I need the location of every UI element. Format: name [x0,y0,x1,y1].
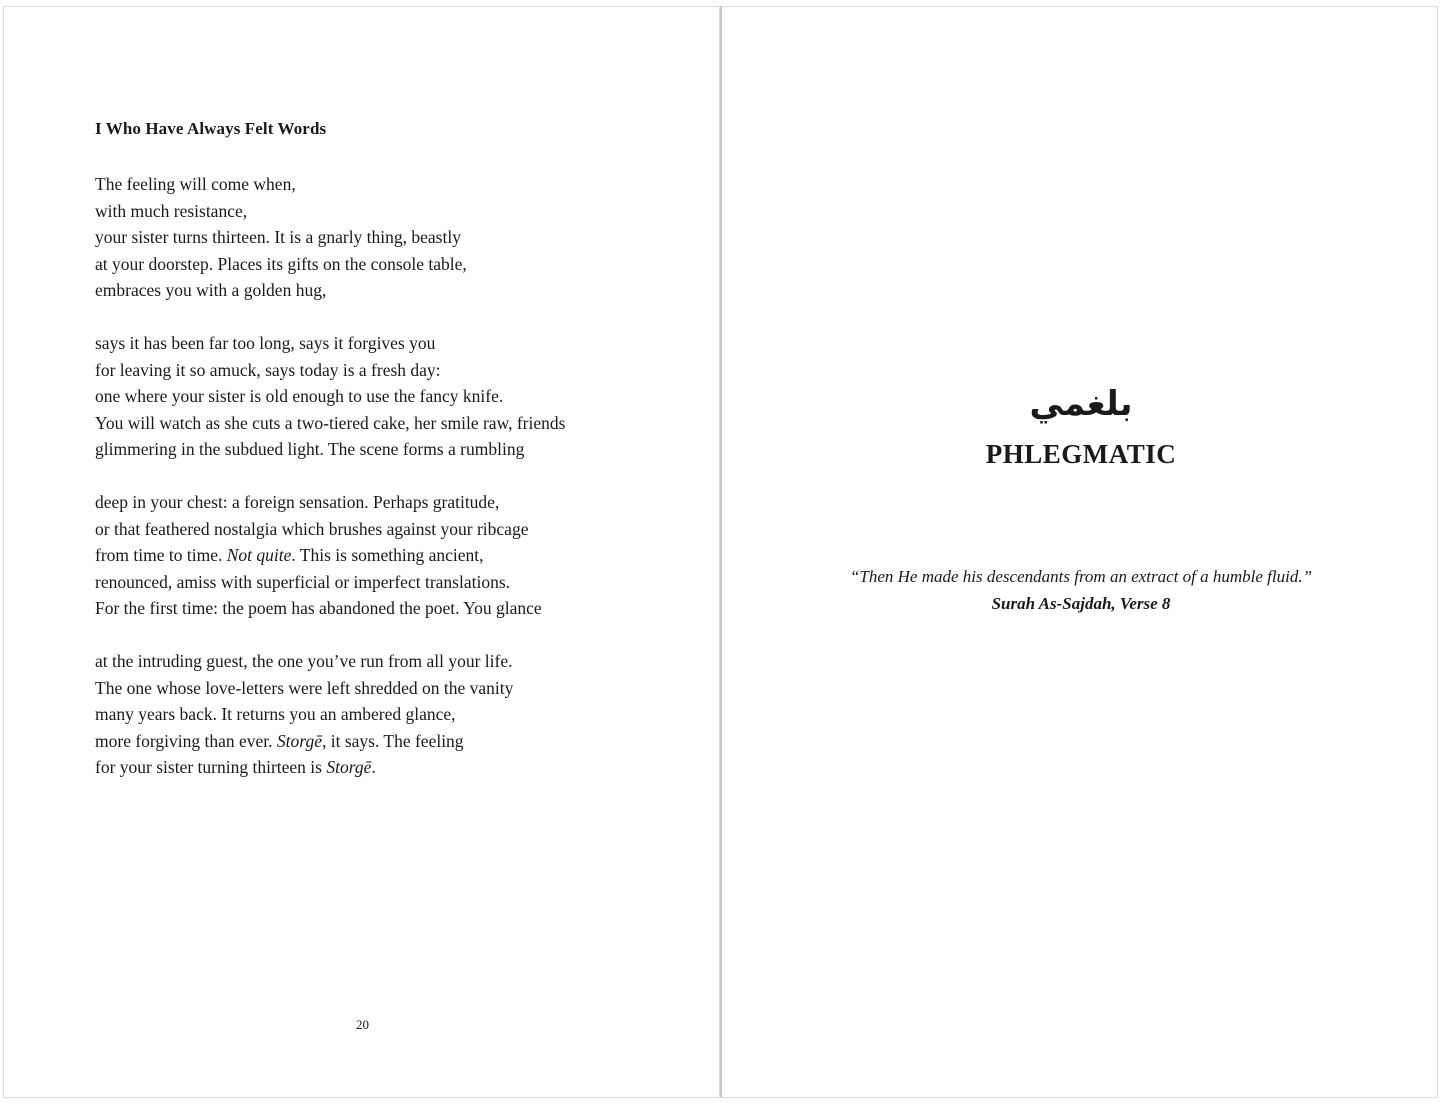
poem-line: or that feathered nostalgia which brushes against your ribcage [95,518,529,539]
poem-line: your sister turns thirteen. It is a gnarly thing, beastly [95,227,461,247]
poem-line: for your sister turning thirteen is Storgē. [95,757,376,777]
poem-line: glimmering in the subdued light. The scene forms a rumbling [95,439,525,459]
page-number: 20 [356,1017,369,1032]
poem-stanza [95,330,565,463]
poem-line: You will watch as she cuts a two-tiered cake, her smile raw, friends [95,412,566,433]
poem-stanza [95,489,565,622]
poem-line: for leaving it so amuck, says today is a fresh day: [95,359,441,380]
epigraph [722,563,1440,617]
poem-stanza [95,648,565,781]
arabic-section-title: بلغمي [1029,384,1133,424]
poem-body [95,171,565,807]
poem-line: renounced, amiss with superficial or imperfect translations. [95,571,511,592]
poem-stanza [95,171,565,304]
poem-line: embraces you with a golden hug, [95,280,327,300]
left-page [3,6,720,1098]
epigraph-source: Surah As-Sajdah, Verse 8 [991,594,1171,613]
poem-line: with much resistance, [95,200,248,221]
poem-line: more forgiving than ever. Storgē, it says. The feeling [95,730,464,751]
poem-line: For the first time: the poem has abandoned the poet. You glance [95,598,542,618]
poem-line: The feeling will come when, [95,174,296,194]
right-page [720,6,1438,1098]
poem-line: deep in your chest: a foreign sensation. Perhaps gratitude, [95,492,500,512]
poem-title: I Who Have Always Felt Words [95,119,327,138]
poem-line: from time to time. Not quite. This is something ancient, [95,545,484,565]
epigraph-quote: “Then He made his descendants from an extract of a humble fluid.” [849,567,1313,586]
poem-line: says it has been far too long, says it forgives you [95,333,436,353]
poem-line: many years back. It returns you an ambered glance, [95,704,456,724]
poem-line: one where your sister is old enough to use the fancy knife. [95,386,504,406]
poem-line: The one whose love-letters were left shredded on the vanity [95,677,514,698]
poem-line: at your doorstep. Places its gifts on the console table, [95,253,467,274]
section-title: PHLEGMATIC [985,439,1177,469]
poem-line: at the intruding guest, the one you’ve run from all your life. [95,651,513,671]
